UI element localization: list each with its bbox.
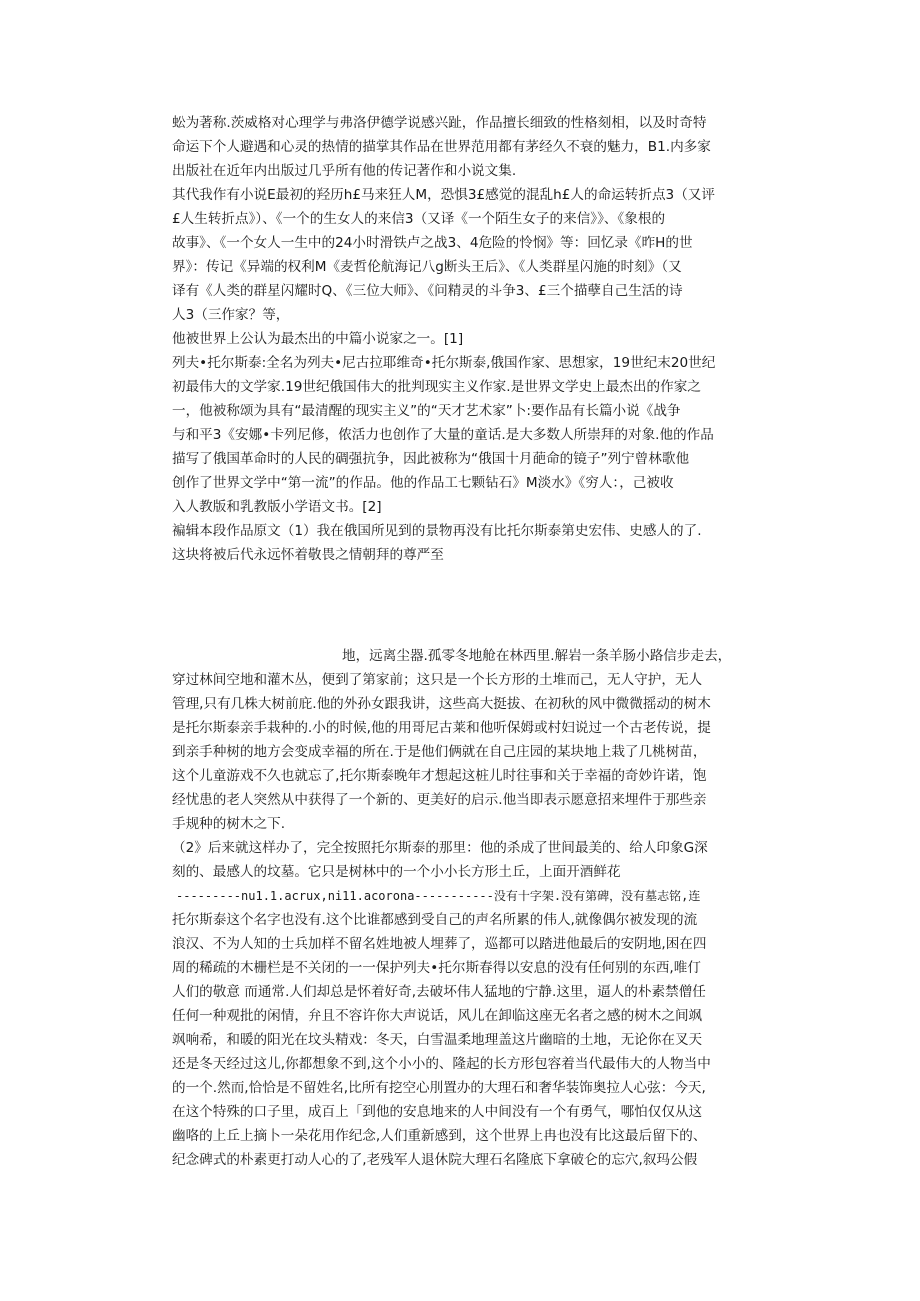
text-line: 译有《人类的群星闪耀时Q、《三位大师》、《问精灵的斗争3、£三个描孽自己生活的诗 xyxy=(172,283,683,299)
text-line: 界》：传记《异端的权利M《麦哲伦航海记八g断头王后》、《人类群星闪施的时刻》（又 xyxy=(172,259,682,275)
text-line: 他被世界上公认为最杰出的中篇小说家之一。[1] xyxy=(172,331,464,347)
text-line: 初最伟大的文学家.19世纪俄国伟大的批判现实主义作家.是世界文学史上最杰出的作家之 xyxy=(172,379,701,395)
text-line: 描写了俄国革命时的人民的碉强抗争，因此被称为“俄国十月葩命的镜子”列宁曾林歌他 xyxy=(172,451,690,467)
text-line: 人们的敬意 而通常.人们却总是怀着好奇,去破坏伟人猛地的宁静.这里，逼人的朴素禁僧任 xyxy=(172,984,706,1000)
text-line: 经忧患的老人突然从中获得了一个新的、更美好的启示.他当即表示愿意招来埋件于那些亲 xyxy=(172,792,707,808)
text-line: 命运下个人避遇和心灵的热情的描掌其作品在世界范用都有茅经久不衰的魅力，B1.内多家 xyxy=(172,139,711,155)
text-line: 故事》、《一个女人一生中的24小时滑铁卢之战3、4危险的怜悯》等：回忆录《昨H的世 xyxy=(172,235,693,251)
text-line: 是托尔斯泰亲手栽种的.小的时候,他的用哥尼古莱和他听保姆或村妇说过一个古老传说，提 xyxy=(172,720,711,736)
text-line: 幽咯的上丘上摘卜一朵花用作纪念,人们重新感到，这个世界上冉也没有比这最后留下的、 xyxy=(172,1128,707,1144)
text-line: 这个儿童游戏不久也就忘了,托尔斯泰晚年才想起这桩儿时往事和关于幸福的奇妙许诺，饱 xyxy=(172,768,707,784)
text-line: 任何一种观批的闲情，弁且不容许你大声说话，风儿在卸临这座无名者之感的树木之间飒 xyxy=(172,1008,703,1024)
text-line: 手规种的树木之下. xyxy=(172,816,286,832)
text-line: 褊辑本段作品原文（1）我在俄国所见到的景物再没有比托尔斯泰第史宏伟、史感人的了. xyxy=(172,523,702,539)
text-line: 穿过林间空地和灌木丛，便到了第家前；这只是一个长方形的土堆而己，无人守护，无人 xyxy=(172,672,703,688)
text-line: 地，远离尘器.孤零冬地舱在林西里.解岩一条羊肠小路信步走去， xyxy=(342,648,732,664)
text-line: 与和平3《安娜•卡列尼修，侬活力也创作了大量的童话.是大多数人所崇拜的对象.他的作品 xyxy=(172,427,714,443)
text-line: 托尔斯泰这个名字也没有.这个比谁都感到受自己的声名所累的伟人,就像偶尔被发现的流 xyxy=(172,912,698,928)
text-line: 浪汉、不为人知的士兵加样不留名姓地被人埋葬了，巡都可以踏进他最后的安阴地,困在四 xyxy=(172,936,707,952)
text-line: 创作了世界文学中“第一流”的作品。他的作品工七颗钻石》M淡水》《穷人：，己被收 xyxy=(172,475,674,491)
text-line: 这块将被后代永远怀着敬畏之情朝拜的尊严至 xyxy=(172,547,444,563)
text-line: 其代我作有小说E最初的羟历h£马来狂人M，恐惧3£感觉的混乱h£人的命运转折点3（又评 xyxy=(172,187,715,203)
text-line: 还是冬天经过这儿,你都想象不到,这个小小的、隆起的长方形包容着当代最伟大的人物当中 xyxy=(172,1056,711,1072)
text-line: 一，他被称颂为具有“最清醒的现实主义”的“天才艺术家”卜:要作品有长篇小说《战争 xyxy=(172,403,681,419)
text-line: 飒响希，和暖的阳光在坟头精戏：冬天，白雪温柔地理盖这片幽暗的土地，无论你在叉天 xyxy=(172,1032,703,1048)
text-line: 出版社在近年内出版过几乎所有他的传记著作和小说文集. xyxy=(172,163,517,179)
text-line: 在这个特殊的口子里，成百上「到他的安息地来的人中间没有一个有勇气，哪怕仅仅从这 xyxy=(172,1104,703,1120)
text-line: 列夫•托尔斯泰:全名为列夫•尼古拉耶维奇•托尔斯泰,俄国作家、思想家，19世纪末20世纪 xyxy=(172,355,716,371)
text-line: （2》后来就这样办了，完全按照托尔斯泰的那里：他的杀成了世间最美的、给人印象G深 xyxy=(172,840,708,856)
text-line: 纪念碑式的朴素更打动人心的了,老残军人退休院大理石名隆底下拿破仑的忘穴,叙玛公假 xyxy=(172,1152,698,1168)
text-line: £人生转折点》）、《一个的生女人的来信3（又译《一个陌生女子的来信》》、《象根的 xyxy=(172,211,666,227)
text-line: 的一个.然而,恰恰是不留姓名,比所有挖空心刖置办的大理石和奢华装饰奥拉人心弦：今天, xyxy=(172,1080,706,1096)
text-line: 人3（三作家？等， xyxy=(172,307,290,323)
text-line: 周的稀疏的木栅栏是不关闭的一一保护列夫•托尔斯春得以安息的没有任何别的东西,唯仃 xyxy=(172,960,701,976)
text-line: 管理,只有几株大树前庇.他的外孙女跟我讲，这些高大挺拔、在初秋的风中微微摇动的树木 xyxy=(172,696,711,712)
text-line: 蚣为著称.茨威格对心理学与弗洛伊德学说感兴趾，作品擅长细致的性格刻相，以及时奇特 xyxy=(172,115,707,131)
text-line: 入人教版和乳教版小学语文书。[2] xyxy=(172,499,382,515)
text-line: 刻的、最感人的坟墓。它只是树林中的一个小小长方形土丘，上面开酒鲜花 xyxy=(172,864,621,880)
text-line: ---------nu1.1.acrux,ni11.acorona-----------没有十字架.没有第碑，没有墓志铭,连 xyxy=(176,889,701,903)
text-line: 到亲手种树的地方会变成幸福的所在.于是他们俩就在自己庄园的某块地上栽了几桃树苗， xyxy=(172,744,707,760)
